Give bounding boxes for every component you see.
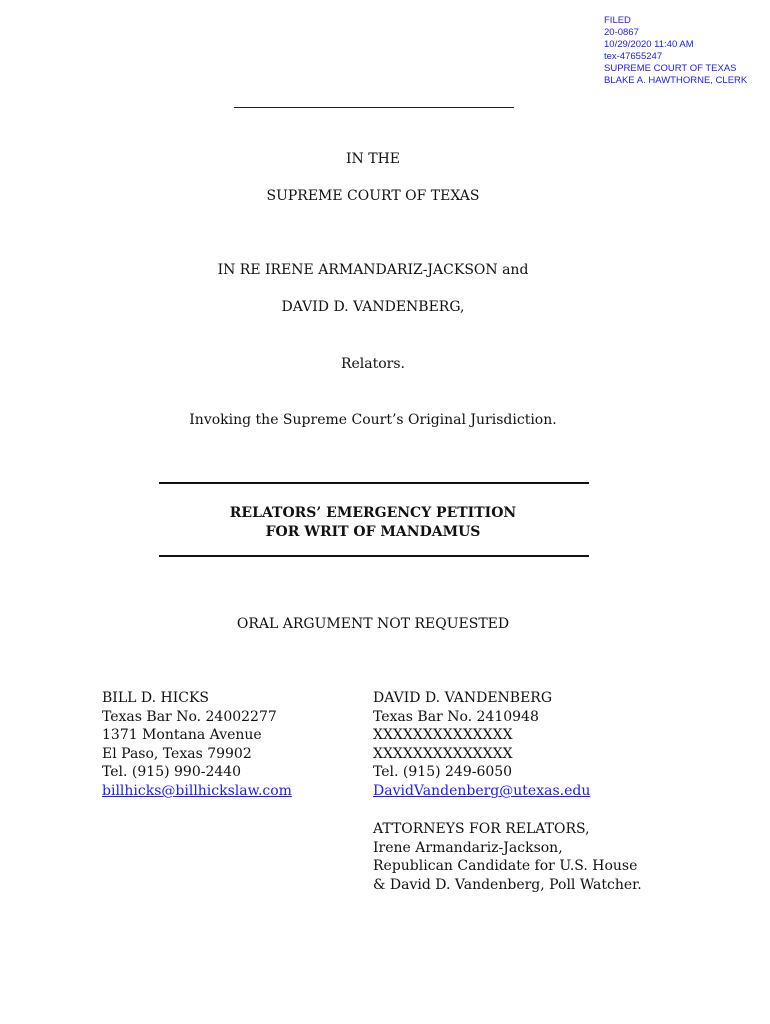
client-line: Irene Armandariz-Jackson, <box>373 839 563 856</box>
bar-number: Texas Bar No. 24002277 <box>102 708 277 725</box>
attorney-block-left <box>102 689 292 801</box>
address-line: El Paso, Texas 79902 <box>102 745 252 762</box>
attorneys-for-heading: ATTORNEYS FOR RELATORS, <box>373 821 590 837</box>
stamp-line: SUPREME COURT OF TEXAS <box>604 63 737 74</box>
address-line: XXXXXXXXXXXXXX <box>373 745 513 762</box>
telephone: Tel. (915) 990-2440 <box>102 764 242 781</box>
client-line: Republican Candidate for U.S. House <box>373 858 638 875</box>
stamp-line: 20-0867 <box>604 27 639 38</box>
jurisdiction-line: Invoking the Supreme Court’s Original Jurisdiction. <box>189 412 557 428</box>
attorney-name: BILL D. HICKS <box>102 690 209 706</box>
attorneys-for-block <box>373 820 642 894</box>
email-link[interactable]: billhicks@billhickslaw.com <box>102 782 292 799</box>
court-line-1: IN THE <box>346 151 400 167</box>
attorney-name: DAVID D. VANDENBERG <box>373 690 553 706</box>
bar-number: Texas Bar No. 2410948 <box>373 708 539 725</box>
stamp-line: BLAKE A. HAWTHORNE, CLERK <box>604 75 748 86</box>
parties-line-1: IN RE IRENE ARMANDARIZ-JACKSON and <box>217 262 529 278</box>
address-line: XXXXXXXXXXXXXX <box>373 727 513 744</box>
title-bottom-rule <box>159 555 589 557</box>
relators-role: Relators. <box>340 356 406 372</box>
petition-title-line-2: FOR WRIT OF MANDAMUS <box>265 524 481 540</box>
email-link[interactable]: DavidVandenberg@utexas.edu <box>373 782 591 799</box>
stamp-line: 10/29/2020 11:40 AM <box>604 39 694 50</box>
petition-title-line-1: RELATORS’ EMERGENCY PETITION <box>229 505 517 521</box>
title-top-rule <box>159 482 589 484</box>
oral-argument-note: ORAL ARGUMENT NOT REQUESTED <box>236 616 510 632</box>
parties-line-2: DAVID D. VANDENBERG, <box>281 299 465 315</box>
court-line-2: SUPREME COURT OF TEXAS <box>266 188 480 204</box>
client-line: & David D. Vandenberg, Poll Watcher. <box>373 876 642 893</box>
filing-stamp <box>604 15 747 87</box>
top-divider <box>234 107 514 108</box>
attorney-block-right <box>373 689 590 801</box>
address-line: 1371 Montana Avenue <box>102 727 262 744</box>
telephone: Tel. (915) 249-6050 <box>373 764 513 781</box>
stamp-line: tex-47655247 <box>604 51 663 62</box>
stamp-line: FILED <box>604 15 631 26</box>
